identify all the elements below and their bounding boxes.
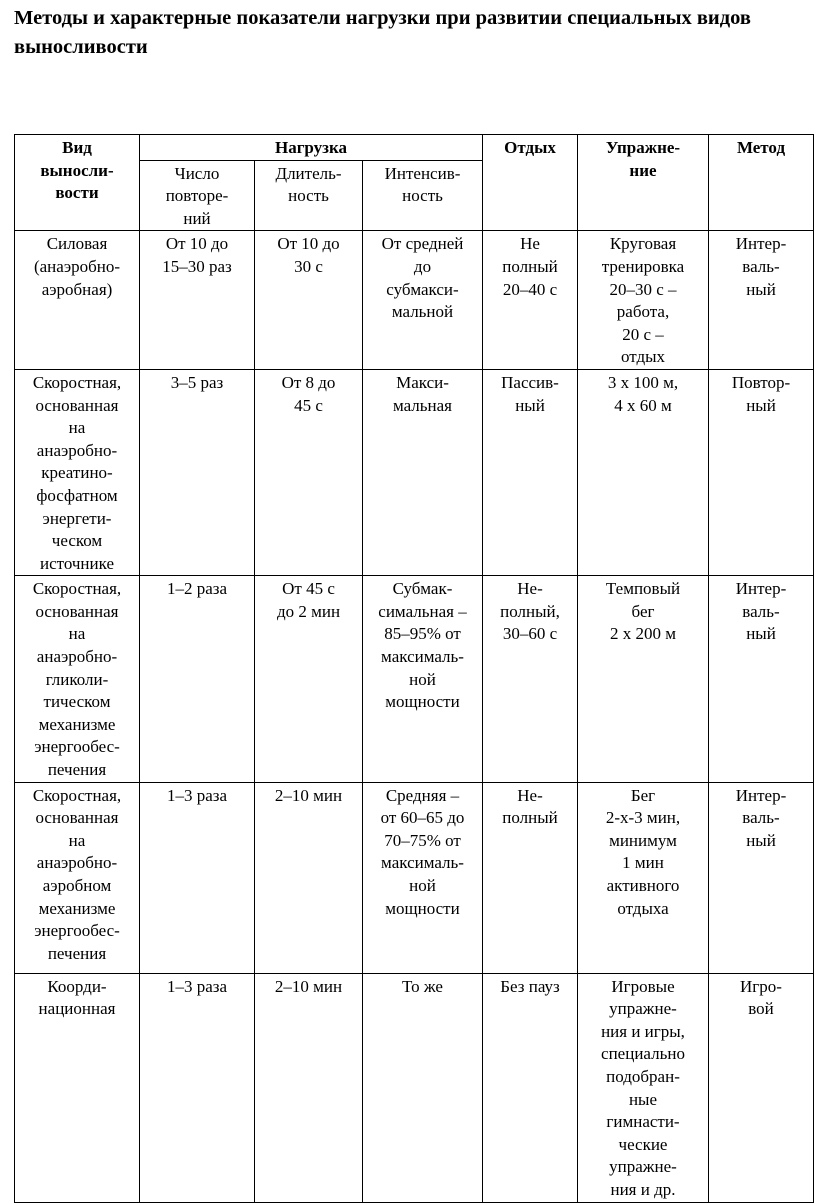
header-intensity: Интенсив- ность — [363, 160, 483, 231]
cell-exercise: Круговая тренировка 20–30 с – работа, 20 с – отдых — [578, 231, 709, 370]
header-method: Метод — [709, 135, 814, 231]
header-type: Вид выносли- вости — [15, 135, 140, 231]
cell-reps: 1–3 раза — [140, 973, 255, 1202]
table-row — [15, 231, 814, 370]
table-row — [15, 973, 814, 1202]
cell-exercise: Игровые упражне- ния и игры, специально подобран- ные гимнасти- ческие упражне- ния и др. — [578, 973, 709, 1202]
cell-rest: Не полный 20–40 с — [483, 231, 578, 370]
cell-duration: 2–10 мин — [255, 782, 363, 973]
cell-reps: 3–5 раз — [140, 369, 255, 575]
header-rest: Отдых — [483, 135, 578, 231]
cell-reps: 1–3 раза — [140, 782, 255, 973]
cell-intensity: То же — [363, 973, 483, 1202]
header-load: Нагрузка — [140, 135, 483, 161]
cell-type: Скоростная, основанная на анаэробно- креатино- фосфатном энергети- ческом источнике — [15, 369, 140, 575]
endurance-methods-table — [14, 134, 814, 1203]
cell-reps: От 10 до 15–30 раз — [140, 231, 255, 370]
cell-exercise: Темповый бег 2 х 200 м — [578, 576, 709, 782]
cell-method: Игро- вой — [709, 973, 814, 1202]
header-exercise: Упражне- ние — [578, 135, 709, 231]
cell-type: Коорди- национная — [15, 973, 140, 1202]
cell-rest: Без пауз — [483, 973, 578, 1202]
cell-method: Интер- валь- ный — [709, 782, 814, 973]
cell-intensity: Средняя – от 60–65 до 70–75% от максималь- ной мощности — [363, 782, 483, 973]
header-reps: Число повторе- ний — [140, 160, 255, 231]
cell-duration: От 8 до 45 с — [255, 369, 363, 575]
cell-exercise: Бег 2-х-3 мин, минимум 1 мин активного отдыха — [578, 782, 709, 973]
cell-method: Повтор- ный — [709, 369, 814, 575]
cell-rest: Не- полный, 30–60 с — [483, 576, 578, 782]
cell-intensity: Макси- мальная — [363, 369, 483, 575]
table-row — [15, 576, 814, 782]
table-row — [15, 369, 814, 575]
cell-type: Скоростная, основанная на анаэробно- аэробном механизме энергообес- печения — [15, 782, 140, 973]
cell-method: Интер- валь- ный — [709, 231, 814, 370]
header-duration: Длитель- ность — [255, 160, 363, 231]
cell-intensity: От средней до субмакси- мальной — [363, 231, 483, 370]
cell-rest: Пассив- ный — [483, 369, 578, 575]
cell-method: Интер- валь- ный — [709, 576, 814, 782]
document-title: Методы и характерные показатели нагрузки при развитии специальных видов выносливости — [14, 7, 751, 58]
table-header-row — [15, 135, 814, 161]
cell-exercise: 3 х 100 м, 4 х 60 м — [578, 369, 709, 575]
cell-duration: От 45 с до 2 мин — [255, 576, 363, 782]
cell-rest: Не- полный — [483, 782, 578, 973]
cell-intensity: Субмак- симальная – 85–95% от максималь- ной мощности — [363, 576, 483, 782]
cell-type: Силовая (анаэробно- аэробная) — [15, 231, 140, 370]
cell-type: Скоростная, основанная на анаэробно- гликоли- тическом механизме энергообес- печения — [15, 576, 140, 782]
table-row — [15, 782, 814, 973]
cell-duration: 2–10 мин — [255, 973, 363, 1202]
cell-duration: От 10 до 30 с — [255, 231, 363, 370]
cell-reps: 1–2 раза — [140, 576, 255, 782]
